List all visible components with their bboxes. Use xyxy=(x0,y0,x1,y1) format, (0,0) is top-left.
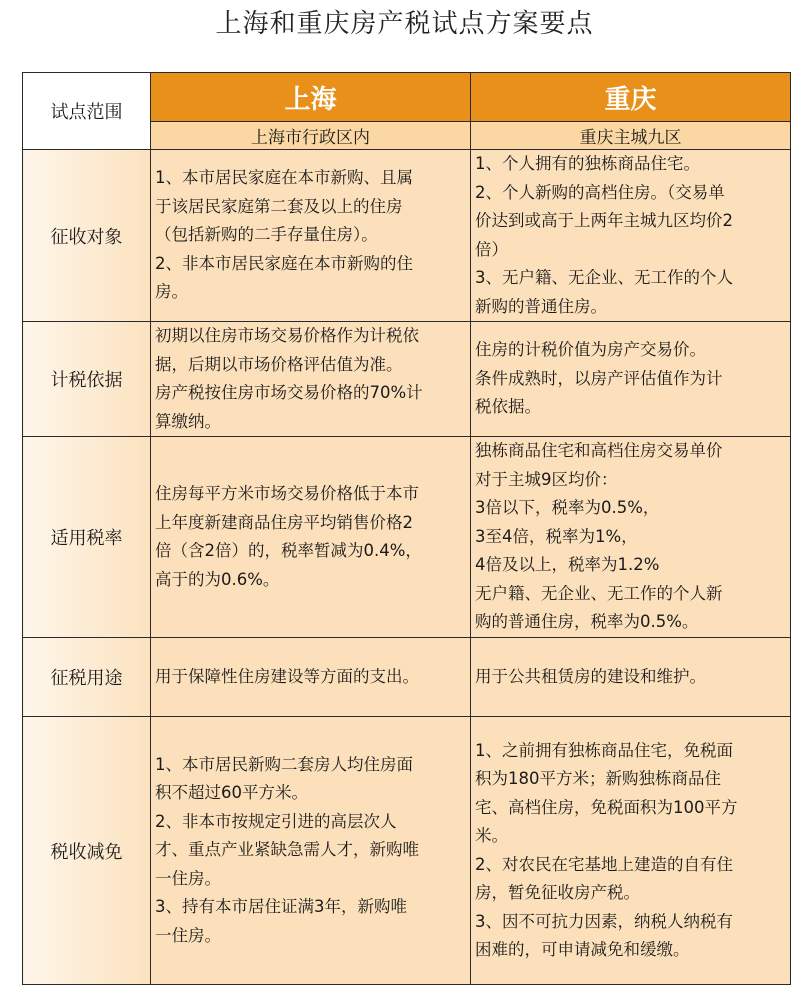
cell-line: 3、无户籍、无企业、无工作的个人 xyxy=(475,268,733,287)
cell-line: 2、非本市居民家庭在本市新购的住 xyxy=(155,253,413,273)
cell-line: 于该居民家庭第二套及以上的住房 xyxy=(155,196,403,216)
chongqing-cell xyxy=(471,150,791,322)
table-row xyxy=(23,437,791,638)
cell-line: 房，暂免征收房产税。 xyxy=(475,883,640,902)
chongqing-cell xyxy=(471,322,791,437)
cell-line: 房。 xyxy=(155,282,188,302)
cell-line: 2、个人新购的高档住房。（交易单 xyxy=(475,182,725,202)
shanghai-cell xyxy=(151,437,471,638)
row-label: 计税依据 xyxy=(23,322,151,437)
table-row xyxy=(23,150,791,322)
cell-line: 初期以住房市场交易价格作为计税依 xyxy=(155,326,419,345)
shanghai-cell xyxy=(151,322,471,437)
cell-line: 一住房。 xyxy=(155,868,221,888)
chongqing-scope: 重庆主城九区 xyxy=(471,122,791,150)
cell-line: 算缴纳。 xyxy=(155,411,221,431)
cell-line: 3至4倍，税率为1%， xyxy=(475,526,638,546)
cell-line: 购的普通住房，税率为0.5%。 xyxy=(475,612,699,632)
chongqing-cell xyxy=(471,717,791,985)
shanghai-cell xyxy=(151,638,471,717)
cell-line: 无户籍、无企业、无工作的个人新 xyxy=(475,583,723,603)
cell-line: 新购的普通住房。 xyxy=(475,296,607,316)
cell-line: 高于的为0.6%。 xyxy=(155,569,280,589)
cell-line: 困难的，可申请减免和缓缴。 xyxy=(475,940,690,959)
chongqing-cell xyxy=(471,638,791,717)
cell-line: 4倍及以上，税率为1.2% xyxy=(475,555,660,575)
row-label: 征收对象 xyxy=(23,150,151,322)
shanghai-cell xyxy=(151,717,471,985)
cell-line: 用于公共租赁房的建设和维护。 xyxy=(475,666,706,686)
cell-line: 一住房。 xyxy=(155,925,221,945)
shanghai-cell xyxy=(151,150,471,322)
cell-line: 价达到或高于上两年主城九区均价2 xyxy=(475,211,733,230)
cell-line: 3、持有本市居住证满3年，新购唯 xyxy=(155,897,407,917)
cell-line: 2、对农民在宅基地上建造的自有住 xyxy=(475,854,733,874)
row-label: 征税用途 xyxy=(23,638,151,717)
chongqing-header: 重庆 xyxy=(471,73,791,122)
cell-line: 1、本市居民家庭在本市新购、且属 xyxy=(155,168,413,188)
comparison-table xyxy=(22,72,791,985)
cell-line: 3、因不可抗力因素，纳税人纳税有 xyxy=(475,911,733,931)
row-label: 适用税率 xyxy=(23,437,151,638)
shanghai-scope: 上海市行政区内 xyxy=(151,122,471,150)
cell-line: 倍） xyxy=(475,239,508,259)
cell-line: （包括新购的二手存量住房）。 xyxy=(155,225,378,245)
header-row xyxy=(23,73,791,122)
cell-line: 3倍以下，税率为0.5%， xyxy=(475,498,660,518)
cell-line: 条件成熟时，以房产评估值作为计 xyxy=(475,368,723,388)
cell-line: 1、本市居民新购二套房人均住房面 xyxy=(155,754,413,774)
table-row xyxy=(23,322,791,437)
shanghai-header: 上海 xyxy=(151,73,471,122)
chongqing-cell xyxy=(471,437,791,638)
cell-line: 2、非本市按规定引进的高层次人 xyxy=(155,811,397,831)
cell-line: 倍（含2倍）的，税率暂减为0.4%， xyxy=(155,541,422,560)
cell-line: 独栋商品住宅和高档住房交易单价 xyxy=(475,441,723,461)
row-label: 税收减免 xyxy=(23,717,151,985)
cell-line: 上年度新建商品住房平均销售价格2 xyxy=(155,512,413,532)
cell-line: 宅、高档住房，免税面积为100平方 xyxy=(475,797,738,817)
cell-line: 住房的计税价值为房产交易价。 xyxy=(475,340,706,360)
cell-line: 房产税按住房市场交易价格的70%计 xyxy=(155,383,423,402)
cell-line: 对于主城9区均价： xyxy=(475,469,618,489)
scope-label: 试点范围 xyxy=(23,73,151,150)
cell-line: 积为180平方米；新购独栋商品住 xyxy=(475,769,721,788)
table-row xyxy=(23,717,791,985)
cell-line: 用于保障性住房建设等方面的支出。 xyxy=(155,666,419,686)
cell-line: 才、重点产业紧缺急需人才，新购唯 xyxy=(155,840,419,860)
page-title: 上海和重庆房产税试点方案要点 xyxy=(215,9,594,39)
cell-line: 住房每平方米市场交易价格低于本市 xyxy=(155,484,419,503)
cell-line: 1、个人拥有的独栋商品住宅。 xyxy=(475,154,700,173)
cell-line: 据，后期以市场价格评估值为准。 xyxy=(155,354,403,374)
cell-line: 税依据。 xyxy=(475,397,541,417)
cell-line: 1、之前拥有独栋商品住宅，免税面 xyxy=(475,740,733,760)
cell-line: 米。 xyxy=(475,826,508,845)
table-row xyxy=(23,638,791,717)
cell-line: 积不超过60平方米。 xyxy=(155,783,308,803)
